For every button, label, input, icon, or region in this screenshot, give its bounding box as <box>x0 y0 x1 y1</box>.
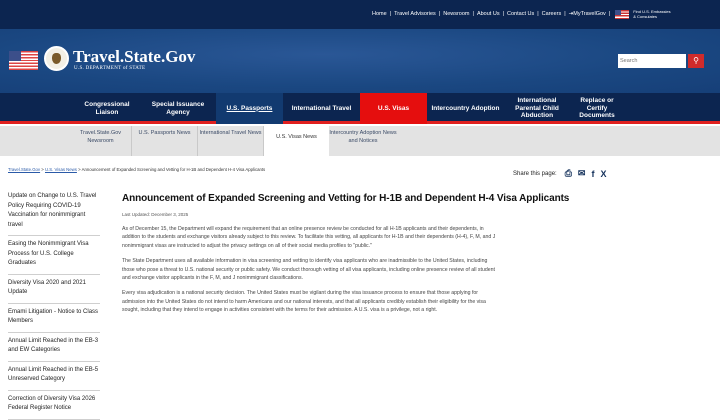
breadcrumb-section[interactable]: U.S. Visas News <box>45 167 77 172</box>
nav-replace-certify[interactable]: Replace or Certify Documents <box>579 97 615 120</box>
search-input[interactable] <box>618 54 686 68</box>
print-icon[interactable]: ⎙ <box>564 168 572 178</box>
nav-special-issuance[interactable]: Special Issuance Agency <box>151 101 205 116</box>
facebook-icon[interactable]: f <box>591 168 595 179</box>
subtab-visas-news[interactable]: U.S. Visas News <box>264 126 329 156</box>
link-travel-advisories[interactable]: Travel Advisories <box>394 11 436 17</box>
article-paragraph: Every visa adjudication is a national security decision. The United States must be vigilant during the visa issuance process to ensure that those applying for admission into the United States do not intend to harm Americans and our national interests, and that all applicants credibly establish their eligibility for the visa sought, including that they intend to engage in activities consistent with the terms for their admission. A U.S. visa is a privilege, not a right. <box>122 290 486 314</box>
breadcrumb-home[interactable]: Travel.State.Gov <box>8 167 41 172</box>
email-icon[interactable]: ✉ <box>577 168 586 178</box>
link-careers[interactable]: Careers <box>541 11 562 17</box>
sidebar-item[interactable]: Annual Limit Reached in the EB-3 and EW Categories <box>8 333 100 362</box>
sidebar-item[interactable]: Update on Change to U.S. Travel Policy Requiring COVID-19 Vaccination for nonimmigrant travel <box>8 188 100 236</box>
sidebar-item[interactable]: Emami Litigation - Notice to Class Members <box>8 304 100 333</box>
dept-name: U.S. DEPARTMENT of STATE <box>74 66 146 71</box>
subtab-international-travel-news[interactable]: International Travel News <box>198 126 264 156</box>
login-icon: ⇥ <box>568 11 574 17</box>
search-button[interactable] <box>688 54 704 68</box>
nav-intercountry-adoption[interactable]: Intercountry Adoption <box>431 104 500 112</box>
us-flag-icon <box>9 51 38 70</box>
link-about-us[interactable]: About Us <box>476 11 500 17</box>
nav-international-travel[interactable]: International Travel <box>291 104 352 112</box>
sidebar-item[interactable]: Diversity Visa 2020 and 2021 Update <box>8 275 100 304</box>
flag-icon <box>615 10 629 19</box>
sidebar-item[interactable]: Easing the Nonimmigrant Visa Process for U.S. College Graduates <box>8 236 100 275</box>
sidebar-item[interactable]: Annual Limit Reached in the EB-5 Unreserved Category <box>8 362 100 391</box>
nav-us-passports[interactable]: U.S. Passports <box>216 93 283 124</box>
share-bar <box>513 168 606 179</box>
sub-nav <box>0 126 720 156</box>
breadcrumb: Travel.State.Gov > U.S. Visas News > Announcement of Expanded Screening and Vetting for H-1B and Dependent H-4 Visa Applicants <box>8 167 266 172</box>
breadcrumb-current: Announcement of Expanded Screening and Vetting for H-1B and Dependent H-4 Visa Applicants <box>81 167 266 172</box>
link-mytravelgov[interactable]: MyTravelGov <box>573 11 606 17</box>
share-label: Share this page: <box>513 170 557 177</box>
utility-bar: Home | Travel Advisories | Newsroom | About Us | Contact Us | Careers | ⇥ MyTravelGov | Find U.S. Embassies & Consulates <box>0 0 720 29</box>
link-home[interactable]: Home <box>372 11 387 17</box>
nav-congressional-liaison[interactable]: Congressional Liaison <box>84 101 130 116</box>
main-nav <box>0 93 720 124</box>
sidebar-item[interactable]: Correction of Diversity Visa 2026 Federal Register Notice <box>8 391 100 420</box>
nav-parental-child-abduction[interactable]: International Parental Child Abduction <box>515 97 559 120</box>
subtab-passports-news[interactable]: U.S. Passports News <box>132 126 198 156</box>
page-title: Announcement of Expanded Screening and Vetting for H-1B and Dependent H-4 Visa Applicants <box>122 193 570 204</box>
nav-us-visas[interactable]: U.S. Visas <box>360 93 427 124</box>
link-contact-us[interactable]: Contact Us <box>507 11 535 17</box>
link-newsroom[interactable]: Newsroom <box>443 11 470 17</box>
site-logo[interactable]: Travel.State.Gov <box>73 47 196 66</box>
article <box>122 193 570 322</box>
article-paragraph: The State Department uses all available information in visa screening and vetting to identify visa applicants who are inadmissible to the United States, including those who pose a threat to U.S. national security or public safety. We conduct thorough vetting of all visa applicants, including online presence review of all student and exchange visitor applicants in the F, M, and J nonimmigrant classifications. <box>122 258 495 282</box>
subtab-adoption-news[interactable]: Intercountry Adoption News and Notices <box>329 130 397 144</box>
state-seal-icon <box>44 46 69 71</box>
x-icon[interactable]: X <box>600 168 607 179</box>
article-paragraph: As of December 15, the Department will expand the requirement that an online presence review be conducted for all H-1B applicants and their dependents, in addition to the students and exchange visitors already subject to this review. To facilitate this vetting, all applicants for H-1B and their dependents (H-4), F, M, and J nonimmigrant visas are instructed to adjust the privacy settings on all of their social media profiles to "public." <box>122 226 496 249</box>
last-updated: Last Updated: December 3, 2025 <box>122 212 189 217</box>
link-embassies[interactable]: Find U.S. Embassies & Consulates <box>633 9 671 19</box>
subtab-newsroom[interactable]: Travel.State.Gov Newsroom <box>70 126 132 156</box>
header-banner <box>0 29 720 93</box>
sidebar <box>8 188 100 420</box>
search-icon: ⚲ <box>693 56 699 65</box>
